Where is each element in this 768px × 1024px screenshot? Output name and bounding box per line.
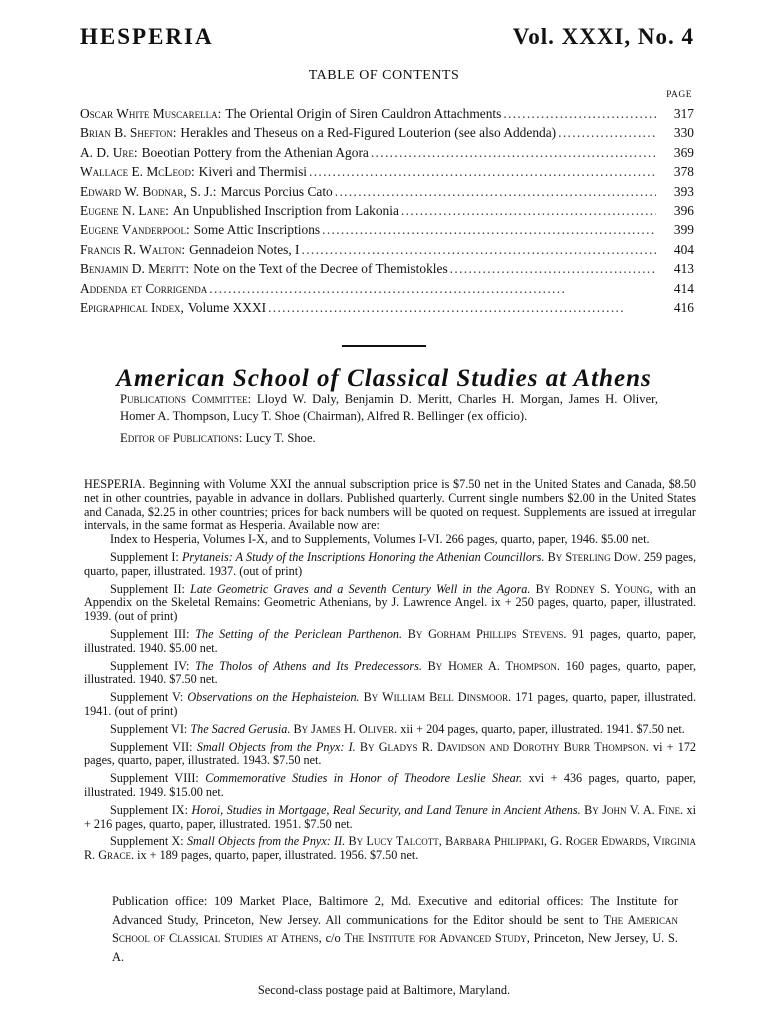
toc-entry[interactable]: [80, 125, 694, 144]
supplement-entry: Supplement IX: Horoi, Studies in Mortgage, Real Security, and Land Tenure in Ancient Athens. By John V. A. Fine. xi + 216 pages, quarto, paper, illustrated. 1951. $7.50 net.: [84, 802, 696, 831]
toc-title: Some Attic Inscriptions: [193, 222, 321, 238]
toc-page: 416: [673, 299, 694, 315]
index-entry: Index to Hesperia, Volumes I-X, and to Supplements, Volumes I-VI. 266 pages, quarto, paper, 1946. $5.00 net.: [110, 532, 650, 547]
supplement-entry: Supplement III: The Setting of the Periclean Parthenon. By Gorham Phillips Stevens. 91 pages, quarto, paper, illustrated. 1940. $5.00 net.: [84, 626, 697, 655]
supplement-entry: Supplement VI: The Sacred Gerusia. By James H. Oliver. xii + 204 pages, quarto, paper, illustrated. 1941. $7.50 net.: [110, 721, 685, 736]
section-divider: [342, 345, 426, 347]
toc-author: Oscar White Muscarella:: [80, 106, 222, 121]
supplement-entry: Supplement I: Prytaneis: A Study of the Inscriptions Honoring the Athenian Councillors. By Sterling Dow. 259 pages, quarto, paper, illustrated. 1937. (out of print): [84, 549, 697, 578]
toc-entry[interactable]: [80, 145, 694, 164]
editor-name: Lucy T. Shoe.: [245, 431, 316, 445]
toc-page: 317: [673, 106, 694, 121]
toc-entry[interactable]: [80, 242, 694, 261]
subscription-text: HESPERIA. Beginning with Volume XXI the annual subscription price is $7.50 net in the United States and Canada, $8.50 net in other countries, payable in advance in dollars. Published quarterly. Current single numbers $2.00 in the United States and Canada, $2.25 in other countries; prices for back numbers will be quoted on request. Supplements are issued at irregular intervals, in the same format as Hesperia. Available now are:: [84, 477, 696, 533]
toc-title: The Oriental Origin of Siren Cauldron Attachments: [225, 106, 502, 121]
toc-author: Eugene Vanderpool:: [80, 222, 190, 238]
toc-author: Benjamin D. Meritt:: [80, 261, 190, 277]
table-of-contents: [80, 106, 694, 319]
running-header: [80, 24, 694, 56]
publications-committee: [120, 391, 658, 425]
toc-page: 330: [673, 125, 694, 141]
toc-author: Addenda et Corrigenda: [80, 280, 208, 296]
toc-entry[interactable]: [80, 222, 694, 241]
editor-line: [120, 431, 316, 446]
toc-title: Herakles and Theseus on a Red-Figured Louterion (see also Addenda): [180, 125, 557, 141]
toc-title: Boeotian Pottery from the Athenian Agora: [141, 144, 369, 160]
toc-page: 399: [673, 222, 694, 238]
volume-issue: Vol. XXXI, No. 4: [512, 24, 694, 49]
toc-entry[interactable]: [80, 184, 694, 203]
postage-note: Second-class postage paid at Baltimore, Maryland.: [257, 983, 511, 997]
toc-title: Kiveri and Thermisi: [198, 164, 308, 180]
toc-author: Francis R. Walton:: [80, 241, 186, 257]
supplement-entry: Supplement X: Small Objects from the Pnyx: II. By Lucy Talcott, Barbara Philippaki, G. Roger Edwards, Virginia R. Grace. ix + 189 pages, quarto, paper, illustrated. 1956. $7.50 net.: [84, 834, 697, 863]
committee-members: Lloyd W. Daly, Benjamin D. Meritt, Charles H. Morgan, James H. Oliver, Homer A. Thompson, Lucy T. Shoe (Chairman), Alfred R. Bellinger (ex officio).: [120, 392, 658, 423]
committee-label: Publications Committee:: [120, 392, 252, 406]
toc-author: Eugene N. Lane:: [80, 202, 169, 218]
toc-page: 393: [673, 183, 694, 199]
toc-page: 369: [673, 144, 694, 160]
toc-page: 396: [673, 202, 694, 218]
toc-title: Marcus Porcius Cato: [220, 183, 333, 199]
supplement-entry: Supplement IV: The Tholos of Athens and Its Predecessors. By Homer A. Thompson. 160 pages, quarto, paper, illustrated. 1940. $7.50 net.: [84, 658, 697, 687]
toc-entry[interactable]: [80, 261, 694, 280]
toc-heading: TABLE OF CONTENTS: [308, 68, 460, 83]
supplement-entry: Supplement VII: Small Objects from the Pnyx: I. By Gladys R. Davidson and Dorothy Burr Thompson. vi + 172 pages, quarto, paper, illustrated. 1943. $7.50 net.: [84, 739, 697, 768]
toc-title: Gennadeion Notes, I: [189, 241, 300, 257]
toc-entry[interactable]: [80, 164, 694, 183]
office-info: Publication office: 109 Market Place, Baltimore 2, Md. Executive and editorial offices: The Institute for Advanced Study, Princeton, New Jersey. All communications for the Editor should be sent to The American School of Classical Studies at Athens, c/o The Institute for Advanced Study, Princeton, New Jersey, U. S. A.: [112, 894, 678, 964]
toc-author: Edward W. Bodnar, S. J.:: [80, 183, 217, 199]
toc-page: 404: [673, 241, 694, 257]
editor-label: Editor of Publications:: [120, 431, 243, 445]
toc-author: A. D. Ure:: [80, 144, 138, 160]
toc-title: An Unpublished Inscription from Lakonia: [172, 202, 399, 218]
toc-page: 413: [673, 261, 694, 277]
toc-title: Note on the Text of the Decree of Themistokles: [193, 261, 448, 277]
page-column-label: PAGE: [666, 90, 692, 100]
toc-entry[interactable]: [80, 281, 694, 300]
journal-title: HESPERIA: [80, 24, 214, 49]
supplement-entry: Supplement VIII: Commemorative Studies in Honor of Theodore Leslie Shear. xvi + 436 pages, quarto, paper, illustrated. 1949. $15.00 net.: [84, 771, 696, 799]
supplement-entry: Supplement II: Late Geometric Graves and a Seventh Century Well in the Agora. By Rodney S. Young, with an Appendix on the Skeletal Remains: Geometric Athenians, by J. Lawrence Angel. ix + 250 pages, quarto, paper, illustrated. 1939. (out of print): [84, 581, 697, 624]
toc-author: Epigraphical Index,: [80, 299, 184, 315]
toc-entry[interactable]: [80, 300, 694, 319]
toc-entry[interactable]: [80, 106, 694, 125]
school-title: American School of Classical Studies at Athens: [116, 365, 652, 392]
toc-entry[interactable]: [80, 203, 694, 222]
toc-author: Wallace E. McLeod:: [80, 164, 195, 180]
toc-page: 378: [673, 164, 694, 180]
toc-author: Brian B. Shefton:: [80, 125, 177, 141]
toc-title: Volume XXXI: [187, 299, 267, 315]
subscription-info: [84, 478, 696, 863]
toc-page: 414: [673, 280, 694, 296]
supplement-entry: Supplement V: Observations on the Hephaisteion. By William Bell Dinsmoor. 171 pages, quarto, paper, illustrated. 1941. (out of print): [84, 690, 697, 718]
